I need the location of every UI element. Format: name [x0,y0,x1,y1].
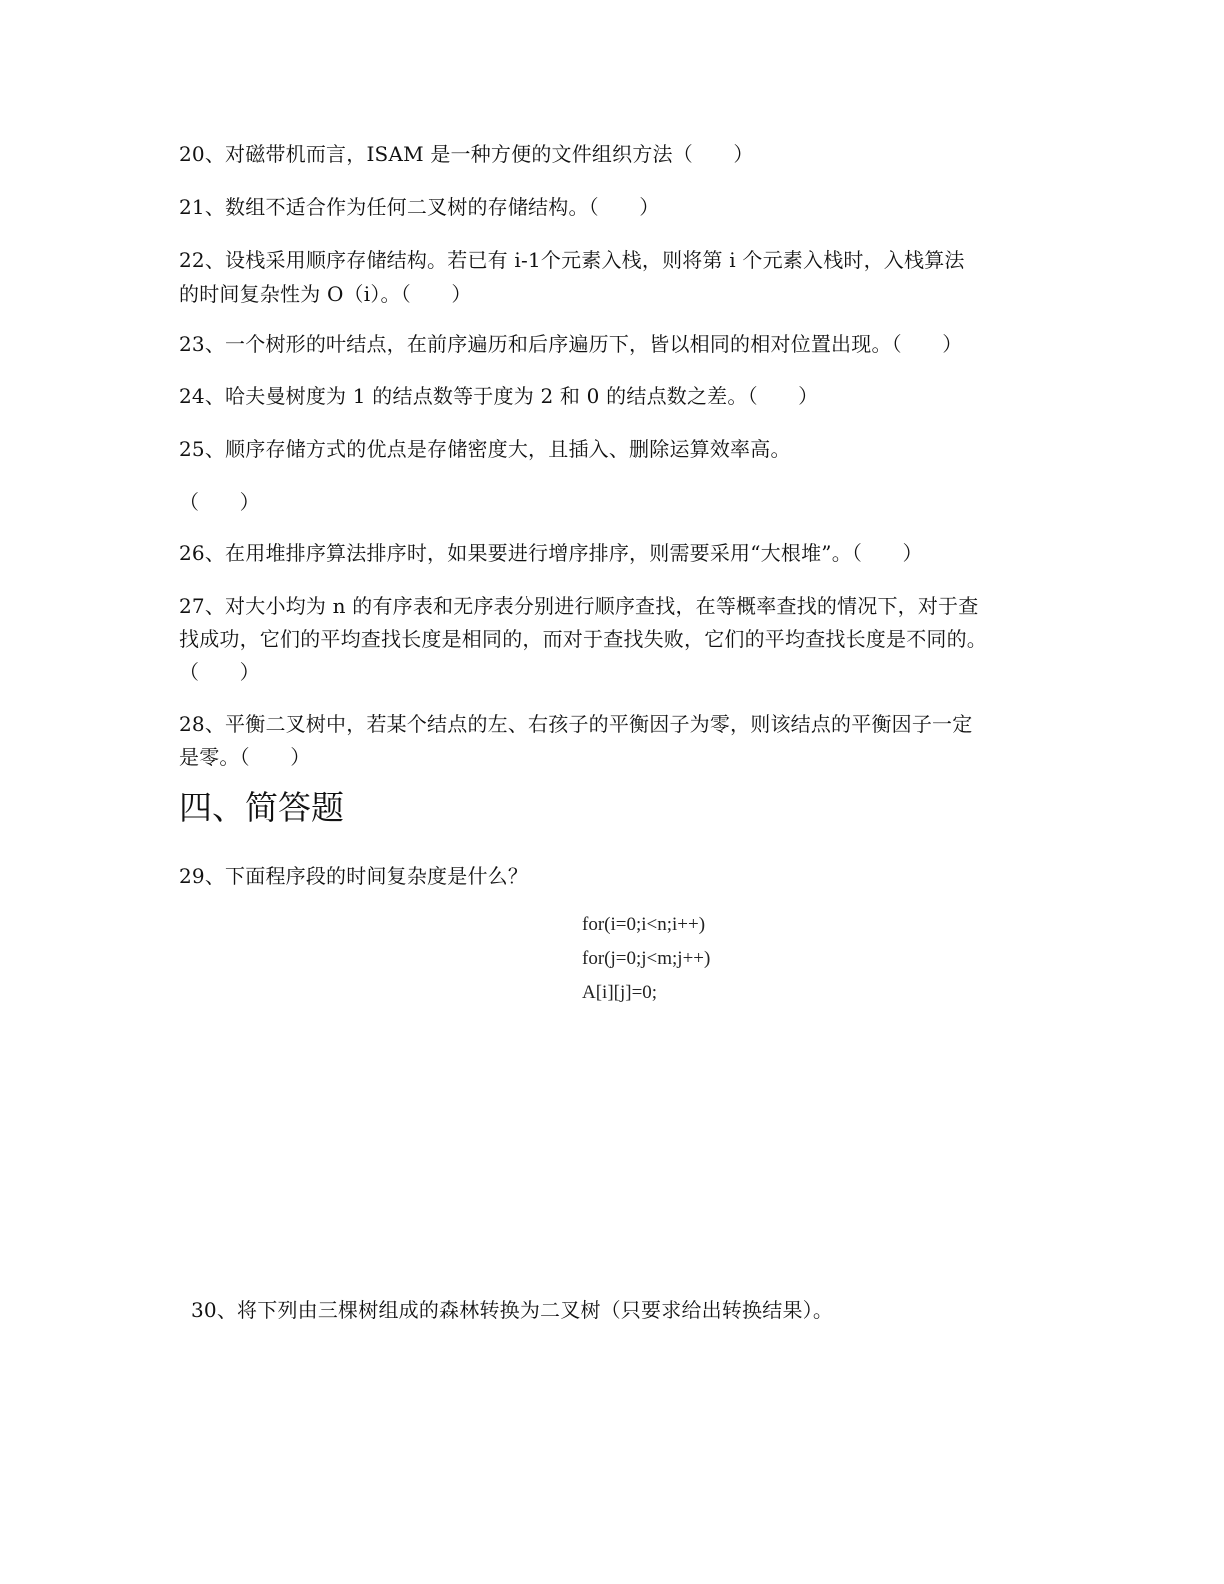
section-heading: 四、简答题 [179,788,344,827]
code-line-2: for(j=0;j<m;j++) [582,948,711,969]
question-20: 20、对磁带机而言，ISAM 是一种方便的文件组织方法（ ） [179,142,754,166]
code-line-3: A[i][j]=0; [582,982,658,1003]
question-30: 30、将下列由三棵树组成的森林转换为二叉树（只要求给出转换结果）。 [191,1298,834,1322]
question-27-line-3: （ ） [179,660,260,684]
question-25-line-2: （ ） [179,490,260,514]
question-26: 26、在用堆排序算法排序时，如果要进行增序排序，则需要采用“大根堆”。（ ） [179,541,923,565]
question-29: 29、下面程序段的时间复杂度是什么？ [179,864,529,888]
question-25-line-1: 25、顺序存储方式的优点是存储密度大，且插入、删除运算效率高。 [179,437,791,461]
question-27-line-2: 找成功，它们的平均查找长度是相同的，而对于查找失败，它们的平均查找长度是不同的。 [179,627,987,651]
question-24: 24、哈夫曼树度为 1 的结点数等于度为 2 和 0 的结点数之差。（ ） [179,384,819,408]
question-23: 23、一个树形的叶结点，在前序遍历和后序遍历下，皆以相同的相对位置出现。（ ） [179,332,963,356]
code-line-1: for(i=0;i<n;i++) [582,914,706,935]
question-21: 21、数组不适合作为任何二叉树的存储结构。（ ） [179,195,660,219]
question-22-line-1: 22、设栈采用顺序存储结构。若已有 i-1个元素入栈，则将第 i 个元素入栈时，入栈算法 [179,248,965,272]
question-28-line-1: 28、平衡二叉树中，若某个结点的左、右孩子的平衡因子为零，则该结点的平衡因子一定 [179,712,973,736]
question-27-line-1: 27、对大小均为 n 的有序表和无序表分别进行顺序查找，在等概率查找的情况下，对于查 [179,594,979,618]
question-28-line-2: 是零。（ ） [179,745,311,769]
question-22-line-2: 的时间复杂性为 O（i）。（ ） [179,282,472,306]
